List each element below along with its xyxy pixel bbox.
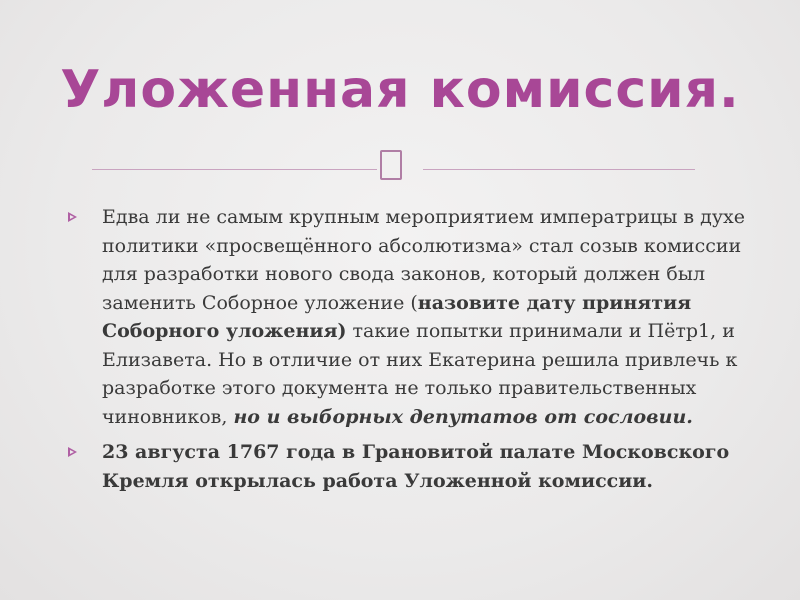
triangle-bullet-icon <box>68 212 77 222</box>
paragraph-1-text: Едва ли не самым крупным мероприятием императрицы в духе политики «просвещённого абсолютизма» стал созыв комиссии для разработки нового свода законов, который должен был заменить Соборное уложение ( <box>102 206 745 314</box>
paragraph-1-bold-italic: но и выборных депутатов от сословии. <box>233 405 693 428</box>
paragraph-1-text-cont: такие попытки принимали и Пётр1, и Елизавета. Но в отличие от них Екатерина решила привлечь к разработке этого документа не только правительственных чиновников, <box>102 320 738 428</box>
paragraph-1 <box>68 203 758 431</box>
paragraph-2-text: 23 августа 1767 года в Грановитой палате Московского Кремля открылась работа Уложенной комиссии. <box>102 441 730 492</box>
divider-left <box>92 169 377 170</box>
slide-body <box>68 203 758 502</box>
slide-title: Уложенная комиссия. <box>60 60 740 120</box>
paragraph-2 <box>68 438 758 495</box>
divider-right <box>423 169 695 170</box>
paragraph-1-bold: назовите дату принятия Соборного уложения) <box>102 291 692 342</box>
ornament-icon <box>380 150 402 180</box>
triangle-bullet-icon <box>68 447 77 457</box>
